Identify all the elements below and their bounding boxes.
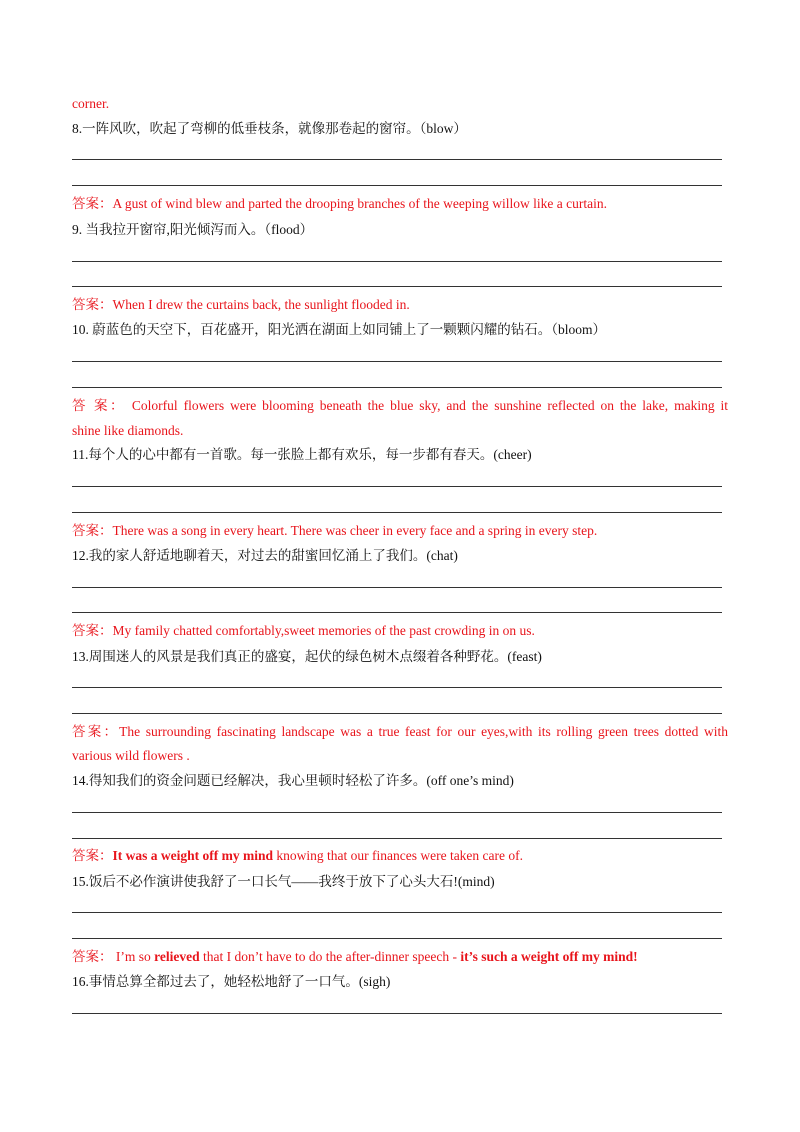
answer-15 xyxy=(72,948,638,966)
answer-text: knowing that our finances were taken care of. xyxy=(273,848,524,863)
answer-13-line-2: various wild flowers . xyxy=(72,748,190,763)
answer-10-line-2: shine like diamonds. xyxy=(72,423,184,438)
answer-line xyxy=(72,713,722,714)
question-11: 11.每个人的心中都有一首歌。每一张脸上都有欢乐，每一步都有春天。(cheer) xyxy=(72,447,532,462)
answer-line xyxy=(72,286,722,287)
question-9: 9. 当我拉开窗帘,阳光倾泻而入。（flood） xyxy=(72,222,314,237)
question-16: 16.事情总算全都过去了，她轻松地舒了一口气。(sigh) xyxy=(72,974,391,989)
answer-line xyxy=(72,387,722,388)
answer-text: that I don’t have to do the after-dinner speech - xyxy=(199,949,461,964)
answer-highlight: relieved xyxy=(154,949,200,964)
previous-answer-tail: corner. xyxy=(72,96,110,111)
answer-line xyxy=(72,261,722,262)
answer-line xyxy=(72,612,722,613)
answer-line xyxy=(72,159,722,160)
answer-line xyxy=(72,512,722,513)
answer-highlight: it’s such a weight off my mind! xyxy=(460,949,638,964)
question-13: 13.周围迷人的风景是我们真正的盛宴，起伏的绿色树木点缀着各种野花。(feast) xyxy=(72,649,542,664)
answer-line xyxy=(72,838,722,839)
question-12: 12.我的家人舒适地聊着天，对过去的甜蜜回忆涌上了我们。(chat) xyxy=(72,548,458,563)
answer-line xyxy=(72,912,722,913)
answer-label: 答案： I’m so xyxy=(72,949,155,964)
answer-line xyxy=(72,812,722,813)
question-10: 10. 蔚蓝色的天空下，百花盛开，阳光洒在湖面上如同铺上了一颗颗闪耀的钻石。（bloom） xyxy=(72,322,607,337)
answer-line xyxy=(72,185,722,186)
answer-line xyxy=(72,687,722,688)
answer-12: 答案：My family chatted comfortably,sweet memories of the past crowding in on us. xyxy=(72,623,535,638)
question-8: 8.一阵风吹，吹起了弯柳的低垂枝条，就像那卷起的窗帘。（blow） xyxy=(72,121,467,136)
answer-14 xyxy=(72,847,523,865)
answer-10-line-1: 答 案： Colorful flowers were blooming beneath the blue sky, and the sunshine reflected on the lake, making it xyxy=(72,398,728,413)
answer-highlight: It was a weight off my mind xyxy=(112,848,273,863)
answer-11: 答案：There was a song in every heart. There was cheer in every face and a spring in every step. xyxy=(72,523,598,538)
answer-line xyxy=(72,938,722,939)
question-15: 15.饭后不必作演讲使我舒了一口长气——我终于放下了心头大石!(mind) xyxy=(72,874,495,889)
answer-13-line-1: 答案：The surrounding fascinating landscape was a true feast for our eyes,with its rolling green trees dotted with xyxy=(72,724,728,739)
answer-9: 答案：When I drew the curtains back, the sunlight flooded in. xyxy=(72,297,410,312)
answer-line xyxy=(72,587,722,588)
answer-line xyxy=(72,1013,722,1014)
answer-label: 答案： xyxy=(72,848,113,863)
answer-line xyxy=(72,486,722,487)
answer-line xyxy=(72,361,722,362)
answer-8: 答案：A gust of wind blew and parted the drooping branches of the weeping willow like a curtain. xyxy=(72,196,607,211)
question-14: 14.得知我们的资金问题已经解决，我心里顿时轻松了许多。(off one’s mind) xyxy=(72,773,514,788)
